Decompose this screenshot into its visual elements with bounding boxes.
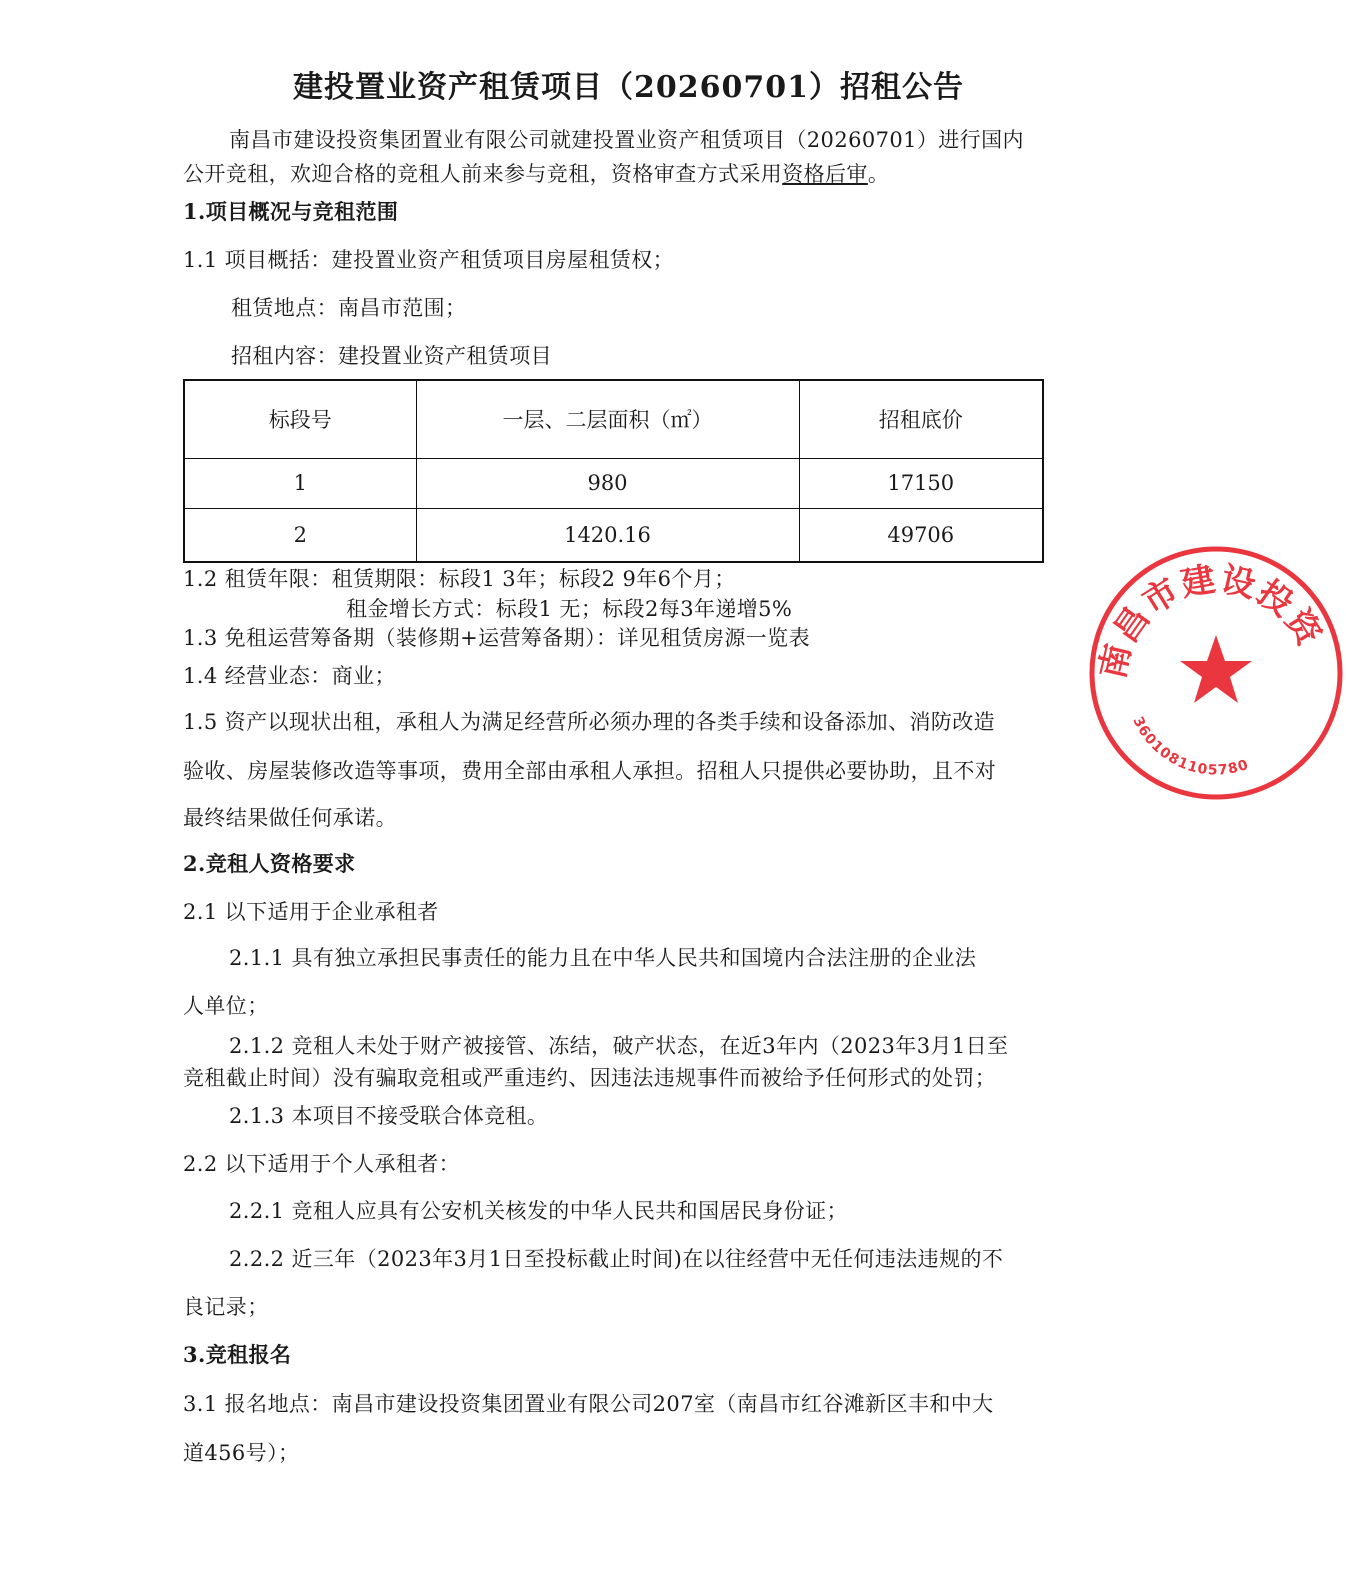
item-1-5-line-3: 最终结果做任何承诺。 <box>183 806 397 830</box>
item-2-2-2-line-2: 良记录； <box>183 1295 269 1319</box>
table-cell: 49706 <box>799 508 1043 562</box>
intro-text: 公开竞租，欢迎合格的竞租人前来参与竞租，资格审查方式采用 <box>183 162 783 186</box>
intro-end: 。 <box>867 162 890 186</box>
item-1-4: 1.4 经营业态：商业； <box>183 664 396 688</box>
item-1-5-line-2: 验收、房屋装修改造等事项，费用全部由承租人承担。招租人只提供必要协助，且不对 <box>183 759 997 783</box>
table-row <box>184 508 1043 562</box>
item-1-1: 1.1 项目概括：建投置业资产租赁项目房屋租赁权； <box>183 248 675 272</box>
document-title: 建投置业资产租赁项目（20260701）招租公告 <box>293 70 964 105</box>
item-2-1-1-line-2: 人单位； <box>183 994 269 1018</box>
review-method: 资格后审 <box>782 162 868 186</box>
table-cell: 980 <box>416 458 799 508</box>
table-cell: 17150 <box>799 458 1043 508</box>
item-2-1: 2.1 以下适用于企业承租者 <box>183 900 439 924</box>
seal-text: 南昌市建设投资 <box>1092 559 1331 683</box>
item-3-1-line-2: 道456号）； <box>183 1441 300 1465</box>
item-2-1-1-line-1: 2.1.1 具有独立承担民事责任的能力且在中华人民共和国境内合法注册的企业法 <box>229 946 977 970</box>
item-2-1-3: 2.1.3 本项目不接受联合体竞租。 <box>229 1104 549 1128</box>
item-2-2-2-line-1: 2.2.2 近三年（2023年3月1日至投标截止时间)在以往经营中无任何违法违规的不 <box>229 1247 1004 1271</box>
item-1-2-rent-growth: 租金增长方式：标段1 无；标段2每3年递增5% <box>346 597 793 621</box>
item-1-5-line-1: 1.5 资产以现状出租，承租人为满足经营所必须办理的各类手续和设备添加、消防改造 <box>183 710 996 734</box>
seal-number: 3601081105780 <box>1129 714 1252 779</box>
company-seal-stamp <box>1086 543 1346 803</box>
section-2-heading: 2.竞租人资格要求 <box>183 851 356 876</box>
header-base-price: 招租底价 <box>799 380 1043 458</box>
table-cell: 2 <box>184 508 416 562</box>
item-1-2-term: 1.2 租赁年限：租赁期限：标段1 3年；标段2 9年6个月； <box>183 567 736 591</box>
table-row <box>184 458 1043 508</box>
item-2-2: 2.2 以下适用于个人承租者： <box>183 1152 461 1176</box>
intro-line-2 <box>183 160 889 188</box>
item-2-1-2-line-1: 2.1.2 竞租人未处于财产被接管、冻结，破产状态，在近3年内（2023年3月1日至 <box>229 1034 1009 1058</box>
item-3-1-line-1: 3.1 报名地点：南昌市建设投资集团置业有限公司207室（南昌市红谷滩新区丰和中大 <box>183 1392 994 1416</box>
item-1-1-content: 招租内容：建投置业资产租赁项目 <box>231 344 552 368</box>
item-1-3: 1.3 免租运营筹备期（装修期+运营筹备期）：详见租赁房源一览表 <box>183 626 810 650</box>
table-cell: 1 <box>184 458 416 508</box>
intro-line-1: 南昌市建设投资集团置业有限公司就建投置业资产租赁项目（20260701）进行国内 <box>229 128 1024 152</box>
item-1-1-location: 租赁地点：南昌市范围； <box>231 296 467 320</box>
item-2-1-2-line-2: 竞租截止时间）没有骗取竞租或严重违约、因违法违规事件而被给予任何形式的处罚； <box>183 1066 997 1090</box>
star-icon <box>1180 635 1252 703</box>
section-3-heading: 3.竞租报名 <box>183 1342 292 1367</box>
section-1-heading: 1.项目概况与竞租范围 <box>183 199 399 224</box>
item-2-2-1: 2.2.1 竞租人应具有公安机关核发的中华人民共和国居民身份证； <box>229 1199 848 1223</box>
header-lot-number: 标段号 <box>184 380 416 458</box>
svg-text:3601081105780 <box>1129 714 1251 778</box>
table-header-row <box>184 380 1043 458</box>
header-area: 一层、二层面积（㎡） <box>416 380 799 458</box>
lot-table <box>183 379 1044 563</box>
table-cell: 1420.16 <box>416 508 799 562</box>
